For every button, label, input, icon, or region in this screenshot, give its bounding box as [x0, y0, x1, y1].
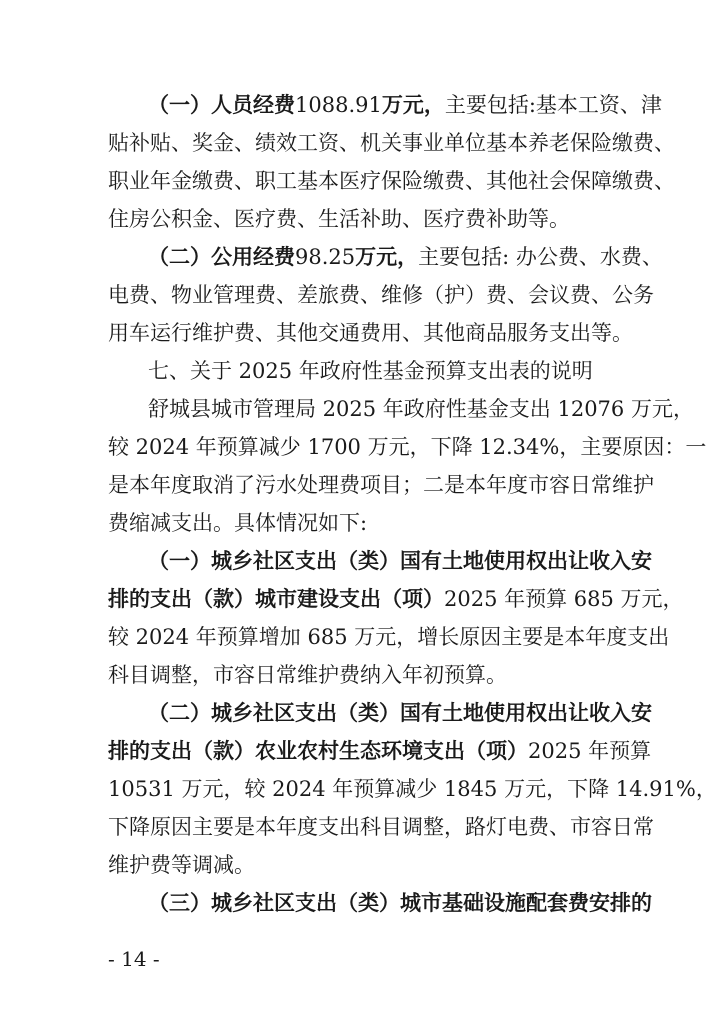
item-1-line-3: 较 2024 年预算增加 685 万元，增长原因主要是本年度支出: [108, 625, 670, 649]
personnel-expense-amount: 1088.91: [295, 93, 382, 117]
item-2-line-3: 10531 万元，较 2024 年预算减少 1845 万元，下降 14.91%，: [108, 777, 717, 801]
personnel-expense-lead: （一）人员经费: [148, 92, 295, 117]
public-expense-amount: 98.25: [295, 245, 356, 269]
public-expense-line-1: [148, 242, 663, 272]
personnel-expense-text: 主要包括:基本工资、津: [444, 93, 662, 117]
item-1-line-1: （一）城乡社区支出（类）国有土地使用权出让收入安: [148, 548, 652, 573]
item-1-category: 排的支出（款）城市建设支出（项）: [108, 586, 444, 611]
personnel-expense-line-2: 贴补贴、奖金、绩效工资、机关事业单位基本养老保险缴费、: [108, 131, 675, 155]
personnel-expense-line-3: 职业年金缴费、职工基本医疗保险缴费、其他社会保障缴费、: [108, 169, 675, 193]
item-2-category: 排的支出（款）农业农村生态环境支出（项）: [108, 738, 528, 763]
section-heading: 七、关于 2025 年政府性基金预算支出表的说明: [148, 359, 593, 383]
fund-summary-line-4: 费缩减支出。具体情况如下:: [108, 511, 368, 535]
public-expense-line-3: 用车运行维护费、其他交通费用、其他商品服务支出等。: [108, 321, 633, 345]
item-2-budget: 2025 年预算: [528, 739, 652, 763]
fund-summary-line-2: 较 2024 年预算减少 1700 万元，下降 12.34%，主要原因：一: [108, 435, 707, 459]
personnel-expense-unit: 万元，: [381, 92, 445, 117]
item-1-budget: 2025 年预算 685 万元，: [444, 587, 684, 611]
page-number: - 14 -: [108, 947, 160, 971]
fund-summary-line-3: 是本年度取消了污水处理费项目；二是本年度市容日常维护: [108, 473, 654, 497]
item-2-line-5: 维护费等调减。: [108, 853, 255, 877]
item-2-line-4: 下降原因主要是本年度支出科目调整，路灯电费、市容日常: [108, 815, 654, 839]
personnel-expense-line-4: 住房公积金、医疗费、生活补助、医疗费补助等。: [108, 207, 570, 231]
item-1-line-2: [108, 584, 684, 614]
public-expense-line-2: 电费、物业管理费、差旅费、维修（护）费、会议费、公务: [108, 283, 654, 307]
public-expense-text: 主要包括: 办公费、水费、: [418, 245, 663, 269]
public-expense-lead: （二）公用经费: [148, 244, 295, 269]
fund-summary-line-1: 舒城县城市管理局 2025 年政府性基金支出 12076 万元，: [148, 397, 694, 421]
personnel-expense-line-1: [148, 90, 662, 120]
item-2-line-2: [108, 736, 652, 766]
item-3-line-1: （三）城乡社区支出（类）城市基础设施配套费安排的: [148, 890, 652, 915]
item-1-line-4: 科目调整，市容日常维护费纳入年初预算。: [108, 663, 507, 687]
public-expense-unit: 万元，: [355, 244, 419, 269]
item-2-line-1: （二）城乡社区支出（类）国有土地使用权出让收入安: [148, 700, 652, 725]
